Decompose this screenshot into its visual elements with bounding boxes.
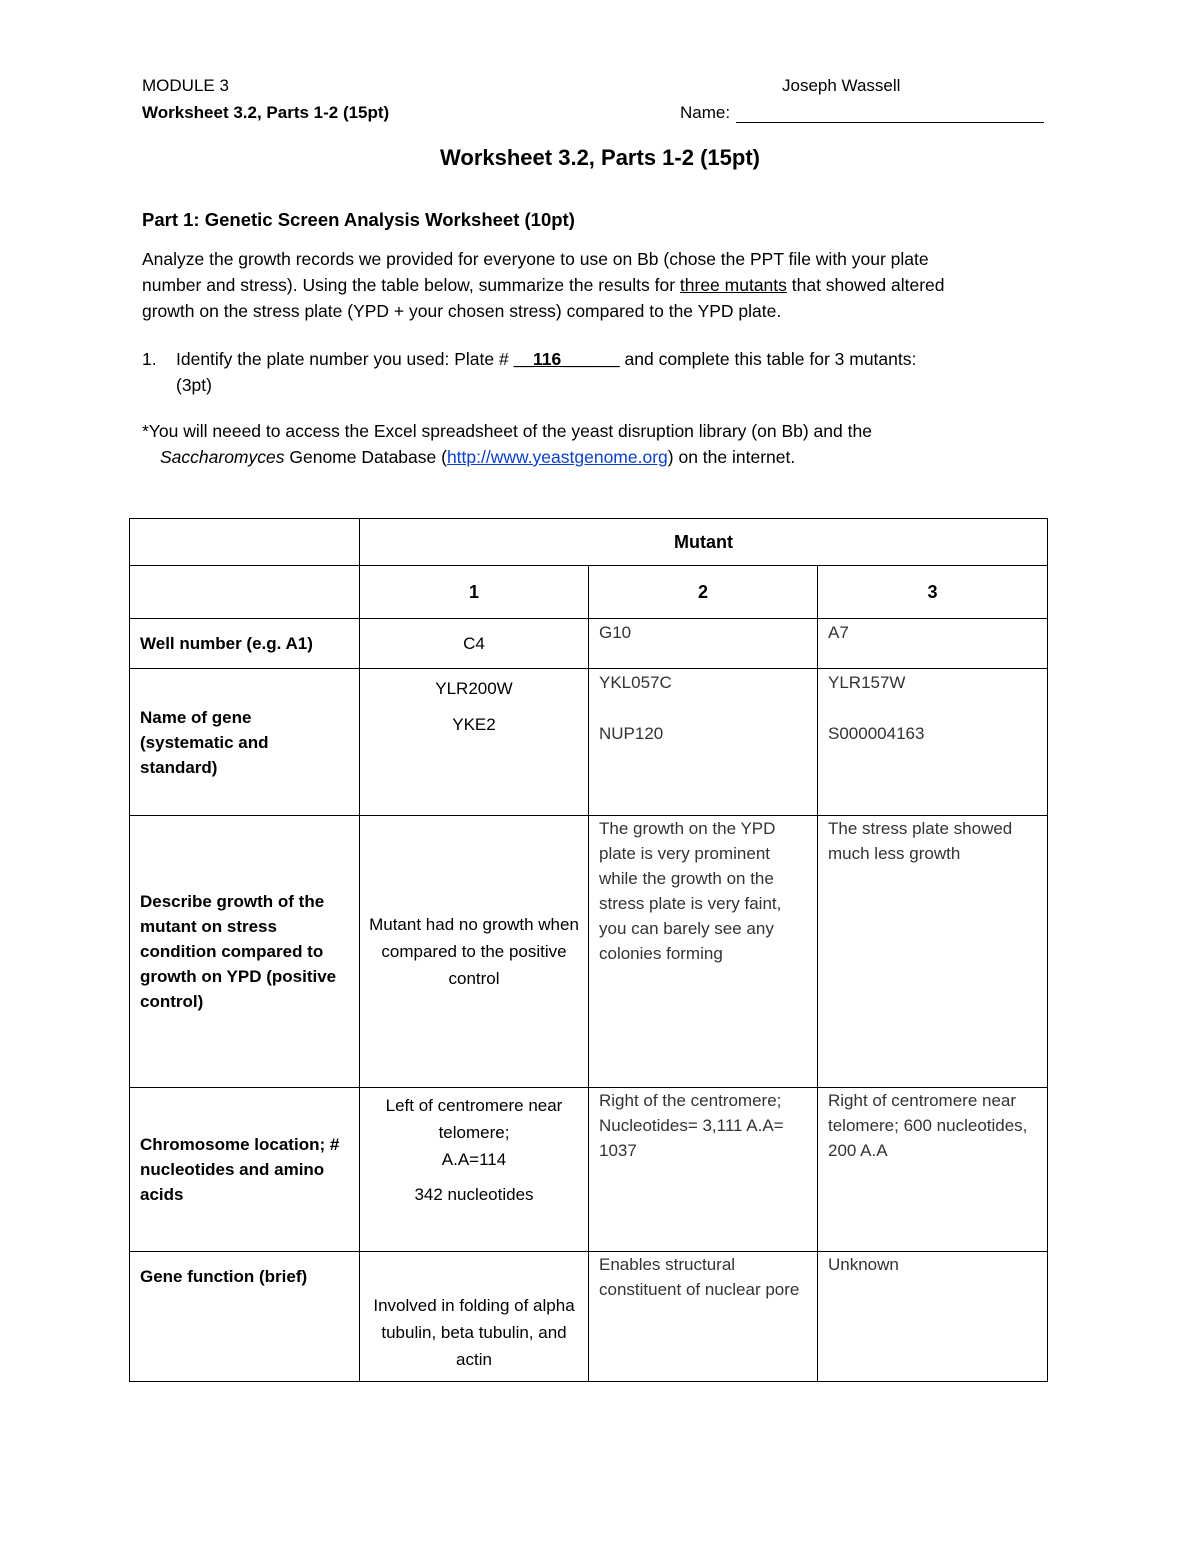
question-1-text: Identify the plate number you used: Plate # __116______ and complete this table for 3 mutants: <box>176 349 917 369</box>
row-label-chromosome: Chromosome location; # nucleotides and amino acids <box>130 1088 360 1252</box>
mutant-header: Mutant <box>360 519 1048 566</box>
well-2: G10 <box>589 619 818 669</box>
name-label: Name: <box>680 103 731 122</box>
row-label-function: Gene function (brief) <box>130 1252 360 1382</box>
gene-2-standard: NUP120 <box>599 724 664 743</box>
note-line-2: Saccharomyces Genome Database (http://www.yeastgenome.org) on the internet. <box>160 447 796 467</box>
yeastgenome-link[interactable]: http://www.yeastgenome.org <box>446 447 668 467</box>
empty-row-head <box>130 566 360 619</box>
header-worksheet-title: Worksheet 3.2, Parts 1-2 (15pt) <box>142 103 390 122</box>
intro-line-1: Analyze the growth records we provided for everyone to use on Bb (chose the PPT file with your plate <box>142 249 929 269</box>
growth-1: Mutant had no growth when compared to the positive control <box>360 816 589 1088</box>
intro-line-2: number and stress). Using the table below, summarize the results for three mutants that showed altered <box>142 275 945 295</box>
chromosome-1 <box>360 1088 589 1252</box>
growth-2: The growth on the YPD plate is very prominent while the growth on the stress plate is very faint, you can barely see any colonies forming <box>589 816 818 1088</box>
chromosome-3: Right of centromere near telomere; 600 nucleotides, 200 A.A <box>818 1088 1048 1252</box>
row-label-gene: Name of gene (systematic and standard) <box>130 669 360 816</box>
mutant-table <box>129 518 1048 1382</box>
well-1: C4 <box>360 619 589 669</box>
chromosome-1-location: Left of centromere near telomere; <box>385 1096 563 1142</box>
mutant-col-1: 1 <box>360 566 589 619</box>
page-title: Worksheet 3.2, Parts 1-2 (15pt) <box>440 145 760 170</box>
student-name: Joseph Wassell <box>782 76 901 95</box>
function-3: Unknown <box>818 1252 1048 1382</box>
well-3: A7 <box>818 619 1048 669</box>
empty-corner-cell <box>130 519 360 566</box>
question-1-points: (3pt) <box>176 375 212 395</box>
mutant-col-3: 3 <box>818 566 1048 619</box>
gene-1-standard: YKE2 <box>452 715 496 734</box>
gene-1-systematic: YLR200W <box>435 679 513 698</box>
intro-line-3: growth on the stress plate (YPD + your chosen stress) compared to the YPD plate. <box>142 301 782 321</box>
gene-2-systematic: YKL057C <box>599 673 672 692</box>
three-mutants-underlined: three mutants <box>679 275 787 295</box>
row-label-growth: Describe growth of the mutant on stress condition compared to growth on YPD (positive control) <box>130 816 360 1088</box>
chromosome-1-aa: A.A=114 <box>441 1150 507 1169</box>
plate-number: __116______ <box>513 349 620 369</box>
growth-3: The stress plate showed much less growth <box>818 816 1048 1088</box>
gene-3 <box>818 669 1048 816</box>
mutant-col-2: 2 <box>589 566 818 619</box>
gene-1 <box>360 669 589 816</box>
name-field[interactable] <box>680 103 1044 123</box>
gene-3-standard: S000004163 <box>828 724 925 743</box>
part1-heading: Part 1: Genetic Screen Analysis Worksheet (10pt) <box>142 209 575 230</box>
chromosome-1-nucleotides: 342 nucleotides <box>414 1185 534 1204</box>
note-line-1: *You will neeed to access the Excel spreadsheet of the yeast disruption library (on Bb) and the <box>142 421 872 441</box>
name-blank-line <box>736 104 1044 123</box>
gene-3-systematic: YLR157W <box>828 673 906 692</box>
module-label: MODULE 3 <box>142 76 229 95</box>
function-1: Involved in folding of alpha tubulin, beta tubulin, and actin <box>360 1252 589 1382</box>
chromosome-2: Right of the centromere; Nucleotides= 3,111 A.A= 1037 <box>589 1088 818 1252</box>
row-label-well: Well number (e.g. A1) <box>130 619 360 669</box>
question-1-number: 1. <box>142 349 157 369</box>
gene-2 <box>589 669 818 816</box>
function-2: Enables structural constituent of nuclear pore <box>589 1252 818 1382</box>
